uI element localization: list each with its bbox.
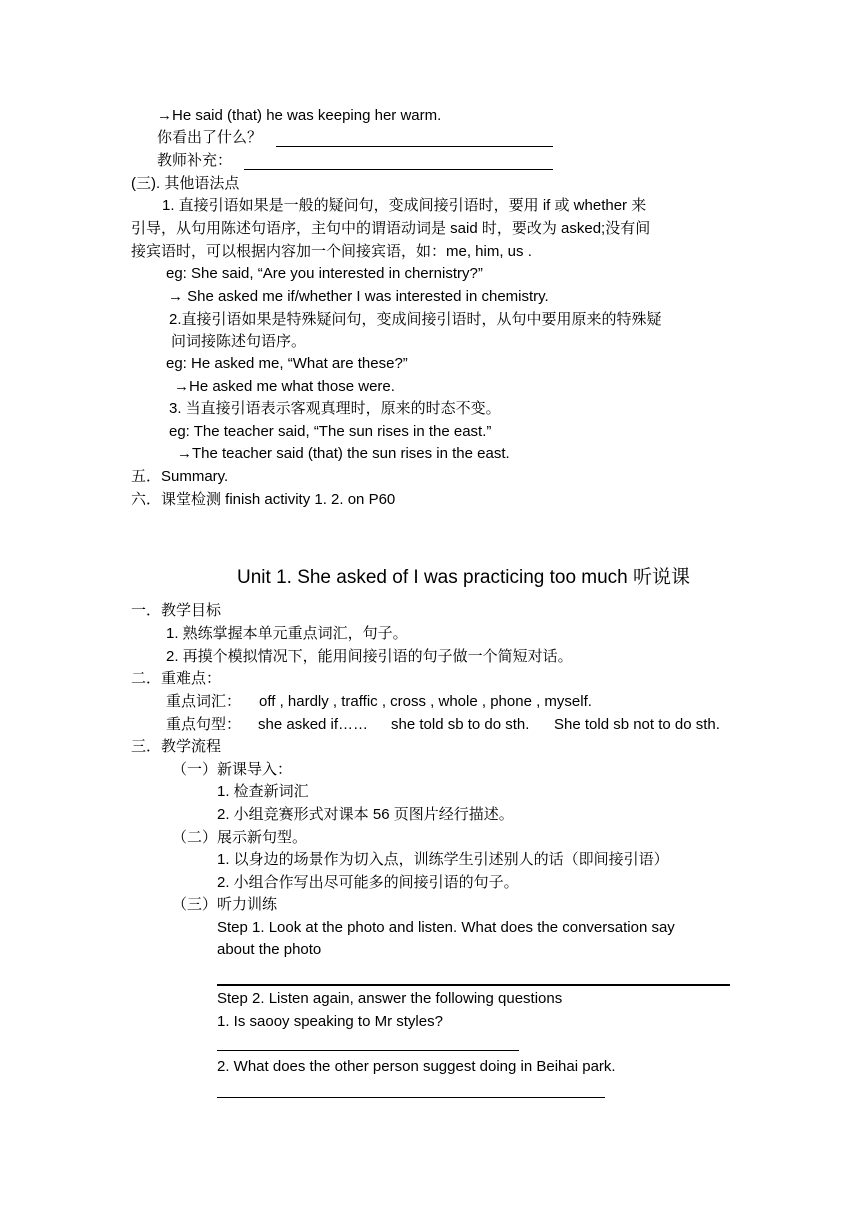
answer-line — [244, 169, 553, 170]
answer-line — [217, 984, 730, 986]
example-2: eg: He asked me, “What are these?” — [166, 355, 408, 372]
answer-line — [276, 146, 553, 147]
example-1: eg: She said, “Are you interested in chernistry?” — [166, 265, 483, 282]
part-2-item-1: 1. 以身边的场景作为切入点，训练学生引述别人的话（即间接引语） — [217, 851, 669, 868]
answer-line — [217, 1097, 605, 1098]
part-1-item-2: 2. 小组竞赛形式对课本 56 页图片经行描述。 — [217, 806, 514, 823]
section-key-points: 二．重难点： — [131, 670, 222, 687]
step-2: Step 2. Listen again, answer the following questions — [217, 990, 563, 1007]
rule2-line1: 2.直接引语如果是特殊疑问句，变成间接引语时，从句中要用原来的特殊疑 — [169, 311, 662, 328]
question-1: 1. Is saooy speaking to Mr styles? — [217, 1013, 443, 1030]
objective-2: 2. 再摸个模拟情况下，能用间接引语的句子做一个简短对话。 — [166, 648, 573, 665]
rule1-line3: 接宾语时，可以根据内容加一个间接宾语，如：me, him, us . — [131, 243, 532, 260]
step-1-line1: Step 1. Look at the photo and listen. What does the conversation say — [217, 919, 675, 936]
part-3: （三）听力训练 — [172, 896, 278, 913]
objective-1: 1. 熟练掌握本单元重点词汇，句子。 — [166, 625, 408, 642]
question-label: 你看出了什么？ — [157, 129, 263, 146]
unit-title: Unit 1. She asked of I was practicing too much 听说课 — [237, 567, 691, 588]
sentence-pattern-2: she told sb to do sth. — [391, 716, 530, 733]
answer-line — [217, 1050, 519, 1051]
example-result: →He said (that) he was keeping her warm. — [157, 107, 442, 124]
summary-heading: 五．Summary. — [131, 468, 229, 485]
question-2: 2. What does the other person suggest doing in Beihai park. — [217, 1058, 616, 1075]
example-3-result: →The teacher said (that) the sun rises in the east. — [177, 445, 510, 462]
vocab-list: off , hardly , traffic , cross , whole , phone , myself. — [259, 693, 592, 710]
section-process: 三．教学流程 — [131, 738, 222, 755]
example-2-result: →He asked me what those were. — [174, 378, 395, 395]
part-1-item-1: 1. 检查新词汇 — [217, 783, 309, 800]
rule3: 3. 当直接引语表示客观真理时，原来的时态不变。 — [169, 400, 501, 417]
section-objectives: 一．教学目标 — [131, 602, 222, 619]
rule1-line2: 引导，从句用陈述句语序，主句中的谓语动词是 said 时，要改为 asked;没有间 — [131, 220, 651, 237]
part-2-item-2: 2. 小组合作写出尽可能多的间接引语的句子。 — [217, 874, 519, 891]
vocab-label: 重点词汇： — [166, 693, 242, 710]
part-2: （二）展示新句型。 — [172, 829, 308, 846]
rule1-line1: 1. 直接引语如果是一般的疑问句，变成间接引语时，要用 if 或 whether 来 — [162, 197, 647, 214]
teacher-label: 教师补充： — [157, 152, 233, 169]
section-heading: (三). 其他语法点 — [131, 175, 240, 192]
check-heading: 六．课堂检测 finish activity 1. 2. on P60 — [131, 491, 396, 508]
step-1-line2: about the photo — [217, 941, 322, 958]
sentence-label: 重点句型： — [166, 716, 242, 733]
sentence-pattern-1: she asked if…… — [258, 716, 369, 733]
sentence-pattern-3: She told sb not to do sth. — [554, 716, 720, 733]
rule2-line2: 问词接陈述句语序。 — [171, 333, 307, 350]
example-1-result: → She asked me if/whether I was interested in chemistry. — [168, 288, 549, 305]
part-1: （一）新课导入： — [172, 761, 293, 778]
example-3: eg: The teacher said, “The sun rises in the east.” — [169, 423, 492, 440]
